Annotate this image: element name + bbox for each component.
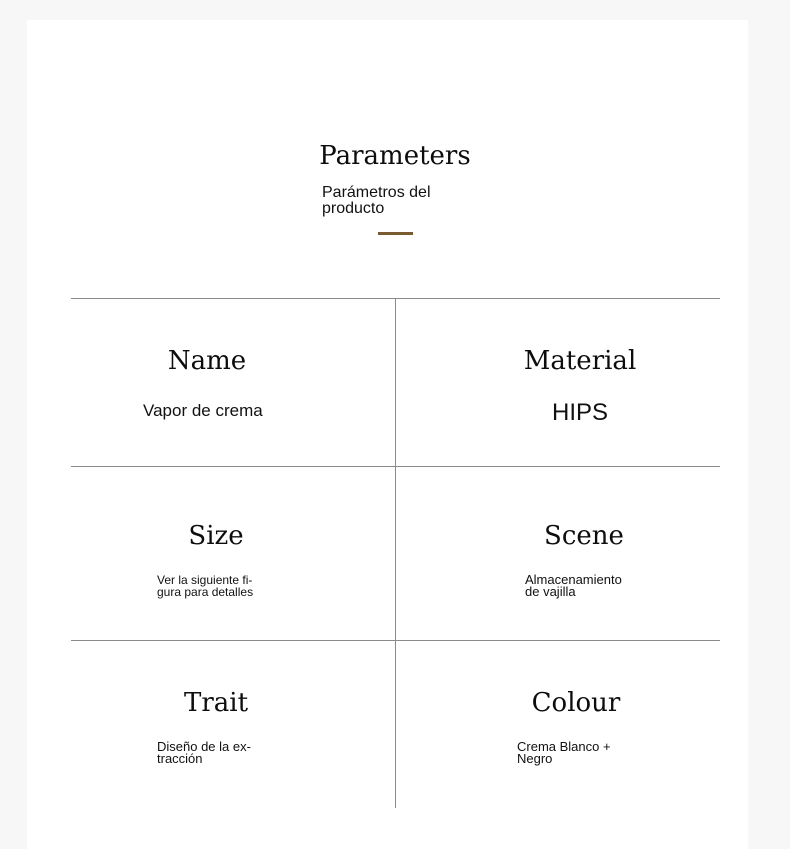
trait-value [157, 741, 251, 765]
scene-value [525, 574, 622, 598]
subtitle-line-2: producto [322, 200, 385, 217]
colour-value [517, 741, 611, 765]
trait-value-line-2: tracción [157, 751, 203, 766]
trait-label: Trait [183, 688, 249, 718]
name-label: Name [167, 346, 247, 376]
scene-value-line-1: Almacenamiento [525, 572, 622, 587]
scene-value-line-2: de vajilla [525, 584, 576, 599]
subtitle-line-1: Parámetros del [322, 184, 431, 201]
title-accent-divider [378, 232, 413, 235]
page-title: Parameters [319, 141, 471, 171]
size-value-line-1: Ver la siguiente fi- [157, 573, 253, 587]
material-value: HIPS [551, 399, 609, 426]
colour-label: Colour [531, 688, 621, 718]
material-label: Material [523, 346, 637, 376]
size-value-line-2: gura para detalles [157, 585, 254, 599]
scene-label: Scene [544, 521, 624, 551]
table-column-divider [395, 298, 396, 808]
name-value: Vapor de crema [143, 401, 263, 420]
size-value [157, 574, 253, 598]
size-label: Size [188, 521, 244, 551]
trait-value-line-1: Diseño de la ex- [157, 739, 251, 754]
page-subtitle [322, 185, 462, 217]
colour-value-line-2: Negro [517, 751, 553, 766]
colour-value-line-1: Crema Blanco + [517, 739, 611, 754]
